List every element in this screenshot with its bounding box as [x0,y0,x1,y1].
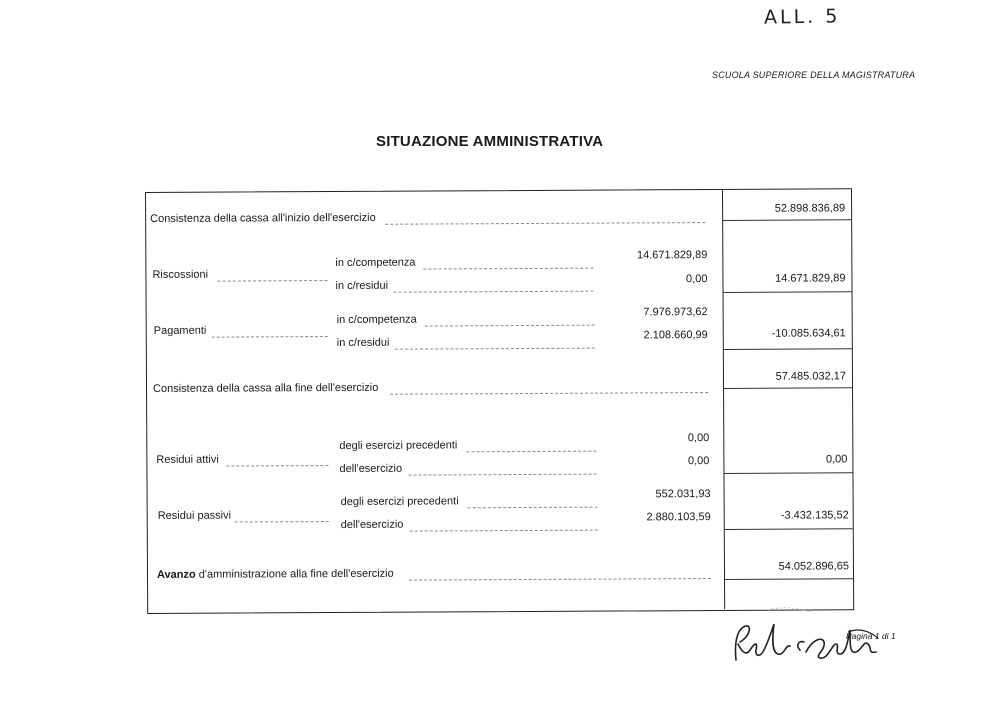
administrative-table [145,188,857,615]
cash-start-label: Consistenza della cassa all'inizio dell'esercizio [150,211,376,225]
residui-attivi-prev-label: degli esercizi precedenti [339,439,458,452]
residui-attivi-curr-value: 0,00 [687,455,710,468]
residui-passivi-prev-value: 552.031,93 [655,488,711,501]
riscossioni-residui-value: 0,00 [686,273,708,286]
institution-name: SCUOLA SUPERIORE DELLA MAGISTRATURA [712,70,916,80]
residui-passivi-curr-value: 2.880.103,59 [646,511,711,524]
residui-attivi-total: 0,00 [825,453,848,466]
pagamenti-residui-label: in c/residui [336,336,390,349]
residui-passivi-total: -3.432.135,52 [780,509,849,522]
cash-end-label: Consistenza della cassa alla fine dell'esercizio [152,381,379,395]
riscossioni-competenza-value: 14.671.829,89 [636,249,708,262]
residui-attivi-label: Residui attivi [156,453,219,466]
residui-passivi-prev-label: degli esercizi precedenti [340,495,459,508]
avanzo-label-rest: d'amministrazione alla fine dell'esercizio [195,567,394,581]
page-title: SITUAZIONE AMMINISTRATIVA [376,133,604,150]
riscossioni-total: 14.671.829,89 [775,272,846,285]
residui-attivi-curr-label: dell'esercizio [339,462,403,475]
pagamenti-total: -10.085.634,61 [771,327,846,340]
riscossioni-residui-label: in c/residui [335,279,389,293]
avanzo-total: 54.052.896,65 [778,560,850,573]
pagamenti-competenza-value: 7.976.973,62 [643,306,708,319]
residui-passivi-label: Residui passivi [157,509,232,522]
table-frame [145,188,854,614]
pagamenti-label: Pagamenti [153,324,207,337]
residui-passivi-curr-label: dell'esercizio [340,518,404,531]
cash-end-total: 57.485.032,17 [775,370,847,383]
avanzo-label [157,568,394,581]
page-number: Pagina 1 di 1 [846,631,896,641]
riscossioni-label: Riscossioni [152,268,209,281]
cash-start-total: 52.898.836,89 [774,202,846,215]
pagamenti-competenza-label: in c/competenza [336,313,417,326]
pagamenti-residui-value: 2.108.660,99 [643,329,708,342]
residui-attivi-prev-value: 0,00 [687,432,710,445]
avanzo-label-bold: Avanzo [156,568,196,581]
riscossioni-competenza-label: in c/competenza [335,256,416,270]
attachment-mark: ALL. 5 [763,5,841,29]
